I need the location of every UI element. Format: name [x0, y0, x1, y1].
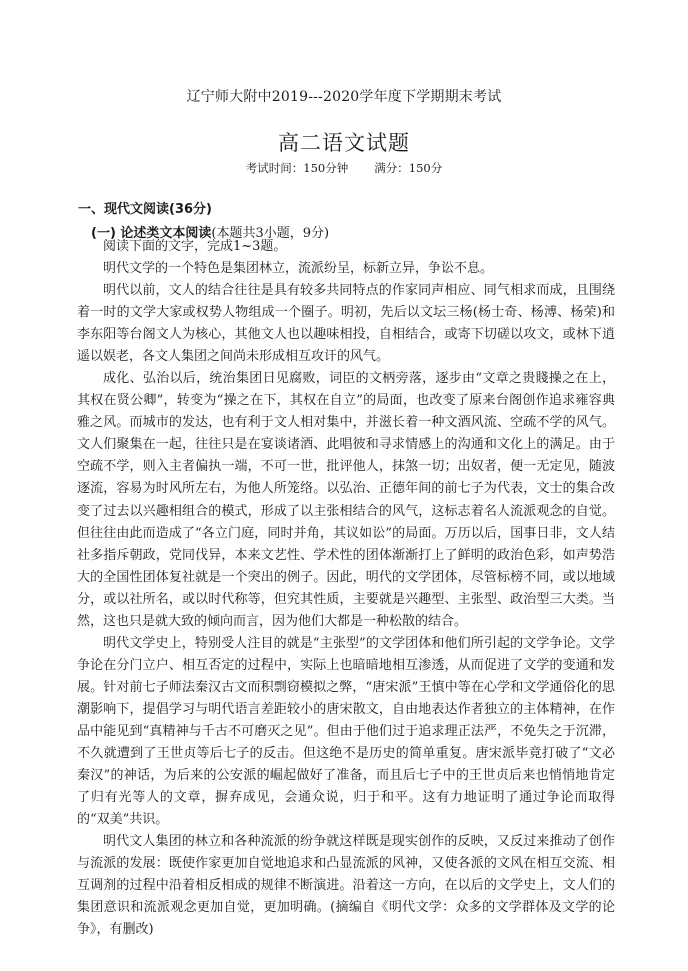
passage-paragraph-5: 明代文人集团的林立和各种流派的纷争就这样既是现实创作的反映，又反过来推动了创作与流派的发展：既使作家更加自觉地追求和凸显流派的风神，又使各派的文风在相互交流、相互调剂的过程中沿着相反相成的规律不断演进。沿着这一方向，在以后的文学史上，文人们的集团意识和流派观念更加自觉，更加明确。(摘编自《明代文学：众多的文学群体及文学的论争》，有删改) — [77, 834, 615, 938]
passage-paragraph-1: 明代文学的一个特色是集团林立，流派纷呈，标新立异，争讼不息。 — [103, 261, 494, 276]
passage-paragraph-3: 成化、弘治以后，统治集团日见腐败，词臣的文柄旁落，逐步由“文章之贵賤操之在上，其权在贤公卿”，转变为“操之在下，其权在自立”的局面，也改变了原来台阁创作追求雍容典雅之风。而城市的发达，也有利于文人相对集中，并滋长着一种文酒风流、空疏不学的风气。文人们聚集在一起，往往只是在宴谈诸酒、此唱彼和寻求情感上的沟通和文化上的满足。由于空疏不学，则入主者偏执一端，不可一世，批评他人，抹煞一切；出奴者，便一无定见，随波逐流，容易为时风所左右，为他人所笼络。以弘治、正德年间的前七子为代表，文士的集合改变了过去以兴趣相组合的模式，形成了以主张相结合的风气，这标志着名人流派观念的自觉。但往往由此而造成了“各立门庭，同时并角，其议如讼”的局面。万历以后，国事日非，文人结社多指斥朝政，党同伐异，本来文艺性、学术性的团体渐渐打上了鲜明的政治色彩，如声势浩大的全国性团体复社就是一个突出的例子。因此，明代的文学团体，尽管标榜不同，或以地域分，或以社所名，或以时代称等，但究其性质，主要就是兴趣型、主张型、政治型三大类。当然，这也只是就大致的倾向而言，因为他们大都是一种松散的结合。 — [77, 371, 615, 629]
section-heading: 一、现代文阅读(36分) — [78, 202, 212, 217]
subsection-label: (一) 论述类文本阅读 — [91, 226, 212, 241]
school-exam-line: 辽宁师大附中2019---2020学年度下学期期末考试 — [186, 89, 502, 105]
exam-time: 考试时间：150分钟 — [245, 161, 349, 175]
reading-passage — [77, 258, 615, 941]
exam-info — [0, 160, 688, 176]
exam-score: 满分：150分 — [374, 161, 443, 175]
reading-instruction-block — [77, 236, 615, 258]
subsection-note: (本题共3小题，9分) — [211, 226, 330, 241]
passage-paragraph-4: 明代文学史上，特别受人注目的就是“主张型”的文学团体和他们所引起的文学争论。文学争论在分门立户、相互否定的过程中，实际上也暗暗地相互渗透，从而促进了文学的变通和发展。针对前七子师法秦汉古文而积剽窃模拟之弊，“唐宋派”王慎中等在心学和文学通俗化的思潮影响下，提倡学习与明代语言差距较小的唐宋散文，自由地表达作者独立的主体精神，在作品中能见到“真精神与千古不可磨灭之见”。但由于他们过于追求理正法严，不免失之于沉滞，不久就遭到了王世贞等后七子的反击。但这绝不是历史的简单重复。唐宋派毕竟打破了“文必秦汉”的神话，为后来的公安派的崛起做好了准备，而且后七子中的王世贞后来也悄悄地肯定了归有光等人的文章，摒弃成见，会通众说，归于和平。这有力地证明了通过争论而取得的“双美”共识。 — [77, 635, 615, 828]
exam-title: 高二语文试题 — [278, 131, 410, 155]
passage-paragraph-2: 明代以前，文人的结合往往是具有较多共同特点的作家同声相应、同气相求而成，且围绕着一时的文学大家或权势人物组成一个圈子。明初，先后以文坛三杨(杨士奇、杨溥、杨荣)和李东阳等台阁文人为核心，其他文人也以趣味相投，自相结合，或寄下切磋以攻文，或林下逍遥以娱老，各文人集团之间尚未形成相互攻讦的风气。 — [77, 283, 615, 365]
reading-instruction: 阅读下面的文字，完成1~3题。 — [103, 239, 287, 254]
